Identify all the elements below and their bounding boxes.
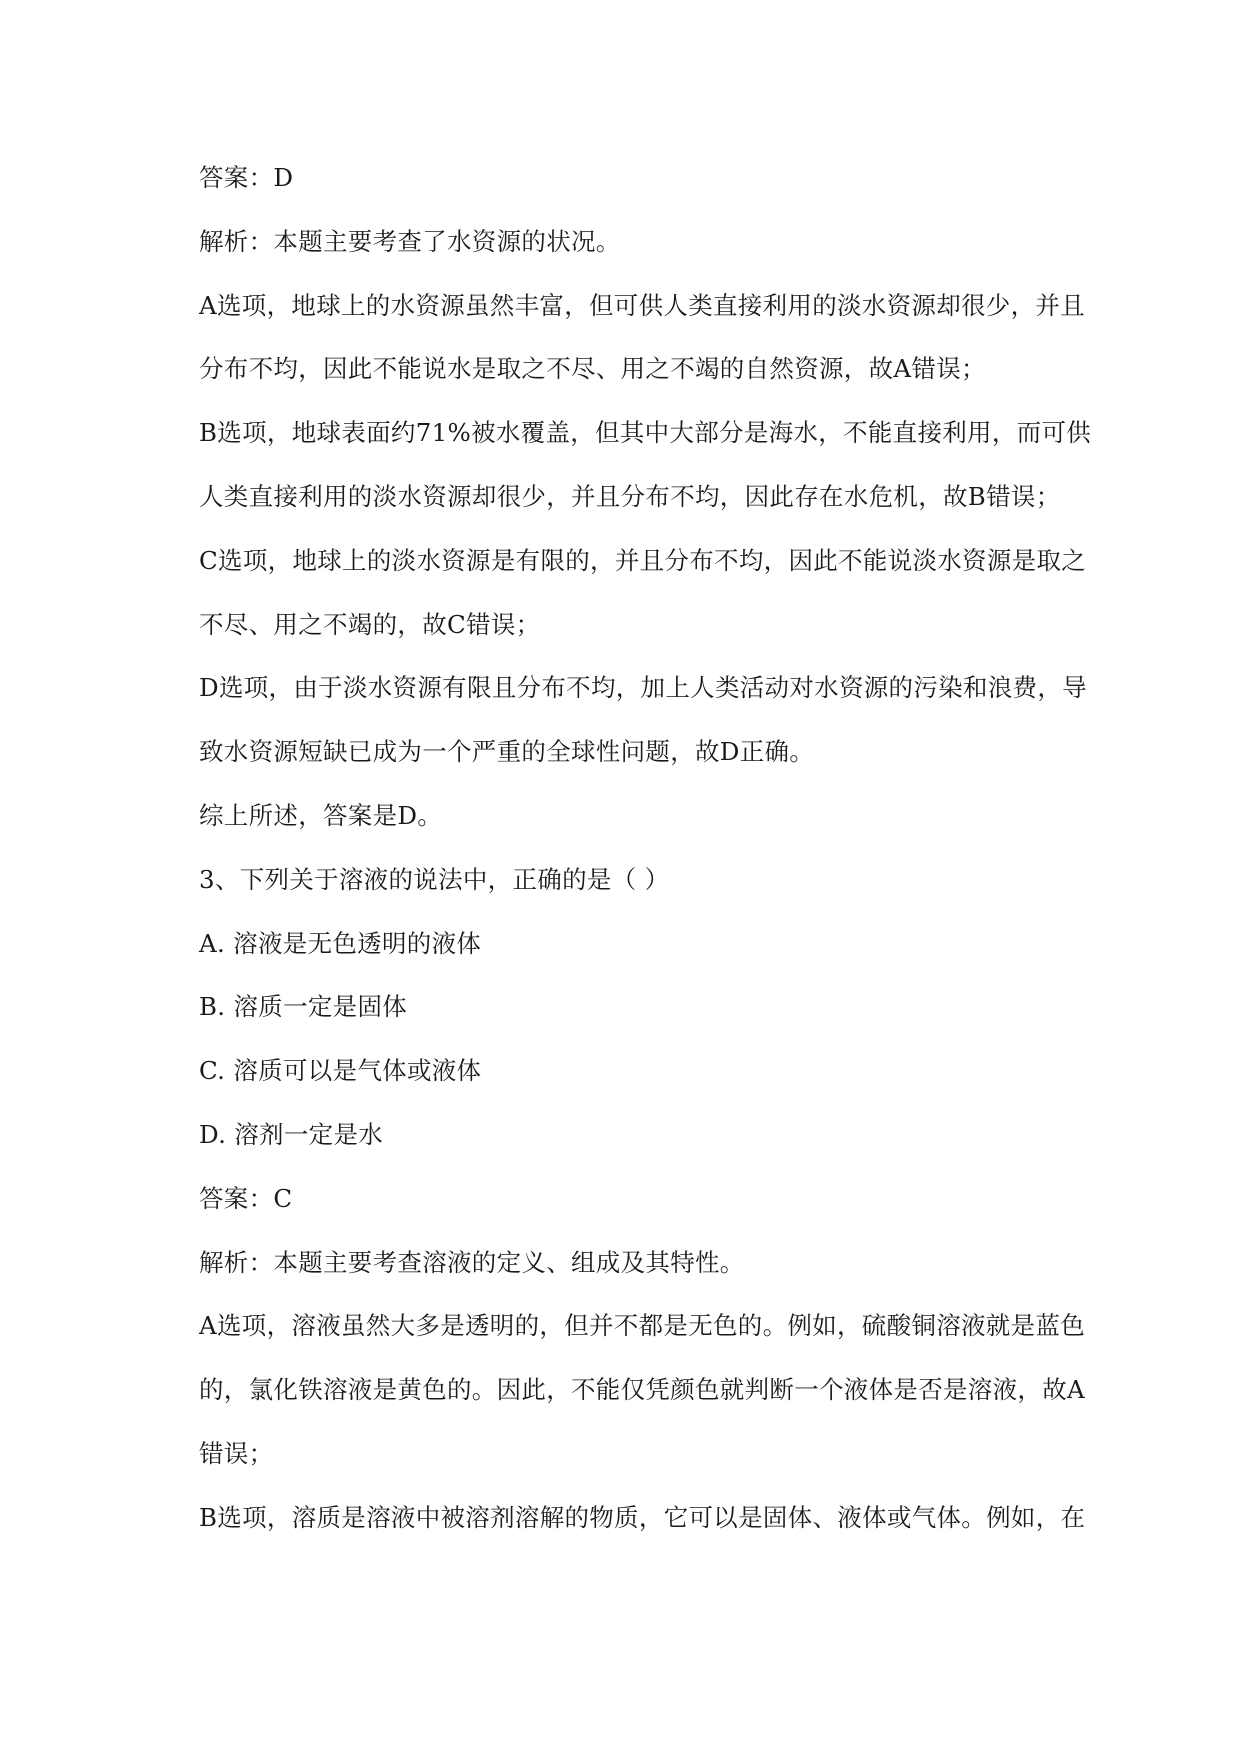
option-c: C. 溶质可以是气体或液体 [199,1056,482,1086]
analysis-paragraph-line: C选项，地球上的淡水资源是有限的，并且分布不均，因此不能说淡水资源是取之 [199,545,1087,575]
answer-line-q2: 答案：D [199,163,294,192]
analysis-paragraph-line: 不尽、用之不竭的，故C错误； [199,609,541,639]
analysis-intro-q3: 解析：本题主要考查溶液的定义、组成及其特性。 [199,1247,745,1277]
question-stem-q3: 3、下列关于溶液的说法中，正确的是（ ） [199,864,670,894]
analysis-paragraph-line: 人类直接利用的淡水资源却很少，并且分布不均，因此存在水危机，故B错误； [199,481,1061,511]
analysis-paragraph-line: A选项，溶液虽然大多是透明的，但并不都是无色的。例如，硫酸铜溶液就是蓝色 [199,1311,1085,1341]
option-b: B. 溶质一定是固体 [199,992,408,1022]
analysis-paragraph-line: D选项，由于淡水资源有限且分布不均，加上人类活动对水资源的污染和浪费，导 [199,673,1087,703]
answer-line-q3: 答案：C [199,1183,293,1213]
analysis-paragraph-line: A选项，地球上的水资源虽然丰富，但可供人类直接利用的淡水资源却很少，并且 [199,290,1085,320]
analysis-paragraph-line: 的，氯化铁溶液是黄色的。因此，不能仅凭颜色就判断一个液体是否是溶液，故A [199,1375,1085,1405]
option-d: D. 溶剂一定是水 [199,1119,384,1149]
conclusion-line-q2: 综上所述，答案是D。 [199,800,443,830]
option-a: A. 溶液是无色透明的液体 [199,928,482,958]
analysis-paragraph-line: 致水资源短缺已成为一个严重的全球性问题，故D正确。 [199,737,815,767]
analysis-intro-q2: 解析：本题主要考查了水资源的状况。 [199,226,621,256]
analysis-paragraph-line: 错误； [199,1438,274,1468]
analysis-paragraph-line: B选项，溶质是溶液中被溶剂溶解的物质，它可以是固体、液体或气体。例如，在 [199,1502,1086,1532]
document-body [199,146,1092,1550]
analysis-paragraph-line: B选项，地球表面约71%被水覆盖，但其中大部分是海水，不能直接利用，而可供 [199,418,1092,448]
analysis-paragraph-line: 分布不均，因此不能说水是取之不尽、用之不竭的自然资源，故A错误； [199,354,986,384]
